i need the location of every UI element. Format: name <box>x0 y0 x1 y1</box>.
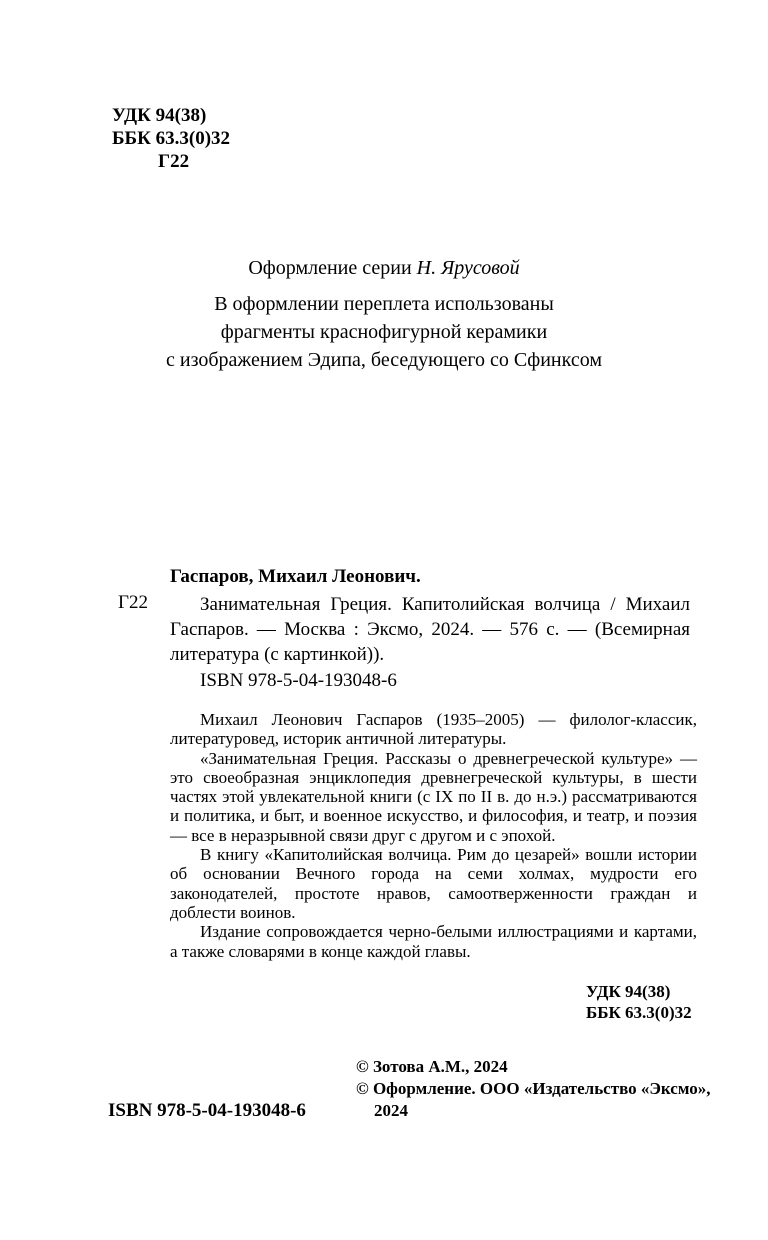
annotation <box>170 710 697 961</box>
copyright-publisher: © Оформление. ООО «Издательство «Эксмо», <box>356 1079 711 1098</box>
copyright-author: © Зотова А.М., 2024 <box>356 1057 508 1076</box>
binding-note-line: с изображением Эдипа, беседующего со Сфинксом <box>165 349 603 371</box>
bbk-code: ББК 63.3(0)32 <box>586 1003 692 1022</box>
isbn-footer: ISBN 978-5-04-193048-6 <box>108 1100 306 1121</box>
series-prefix: Оформление серии <box>248 257 412 279</box>
bbk-code: ББК 63.3(0)32 <box>112 128 231 149</box>
annotation-paragraph: Михаил Леонович Гаспаров (1935–2005) — филолог-классик, литературовед, историк античной литературы. <box>170 710 697 749</box>
annotation-paragraph: В книгу «Капитолийская волчица. Рим до цезарей» вошли истории об основании Вечного города на семи холмах, мудрости его законодателей, простоте нравов, самоотверженности граждан и доблести воинов. <box>170 845 697 922</box>
catalog-isbn: ISBN 978-5-04-193048-6 <box>200 670 397 691</box>
catalog-code: Г22 <box>118 592 148 613</box>
binding-note <box>0 290 768 374</box>
catalog-author: Гаспаров, Михаил Леонович. <box>170 566 421 587</box>
classification-block-bottom <box>586 981 692 1023</box>
binding-note-line: В оформлении переплета использованы <box>214 293 554 315</box>
catalog-description: Занимательная Греция. Капитолийская волчица / Михаил Гаспаров. — Москва : Эксмо, 2024. — 576 с. — (Всемирная литература (с картинкой)). <box>170 594 690 665</box>
annotation-paragraph: «Занимательная Греция. Рассказы о древнегреческой культуре» — это своеобразная энциклопедия древнегреческой культуры, в шести частях этой увлекательной книги (с IX по II в. до н.э.) рассматриваются и политика, и быт, и военное искусство, и философия, и театр, и поэзия — все в неразрывной связи друг с другом и с эпохой. <box>170 748 697 845</box>
copyright-block <box>356 1056 716 1122</box>
annotation-paragraph: Издание сопровождается черно-белыми иллюстрациями и картами, а также словарями в конце каждой главы. <box>170 922 697 961</box>
udk-code: УДК 94(38) <box>112 105 207 126</box>
series-design-credit <box>0 257 768 280</box>
binding-note-line: фрагменты краснофигурной керамики <box>220 321 548 343</box>
udk-code: УДК 94(38) <box>586 982 671 1001</box>
copyright-publisher-year: 2024 <box>374 1101 408 1120</box>
author-sign: Г22 <box>158 151 190 172</box>
series-designer: Н. Ярусовой <box>416 257 520 279</box>
classification-block-top <box>112 104 230 173</box>
